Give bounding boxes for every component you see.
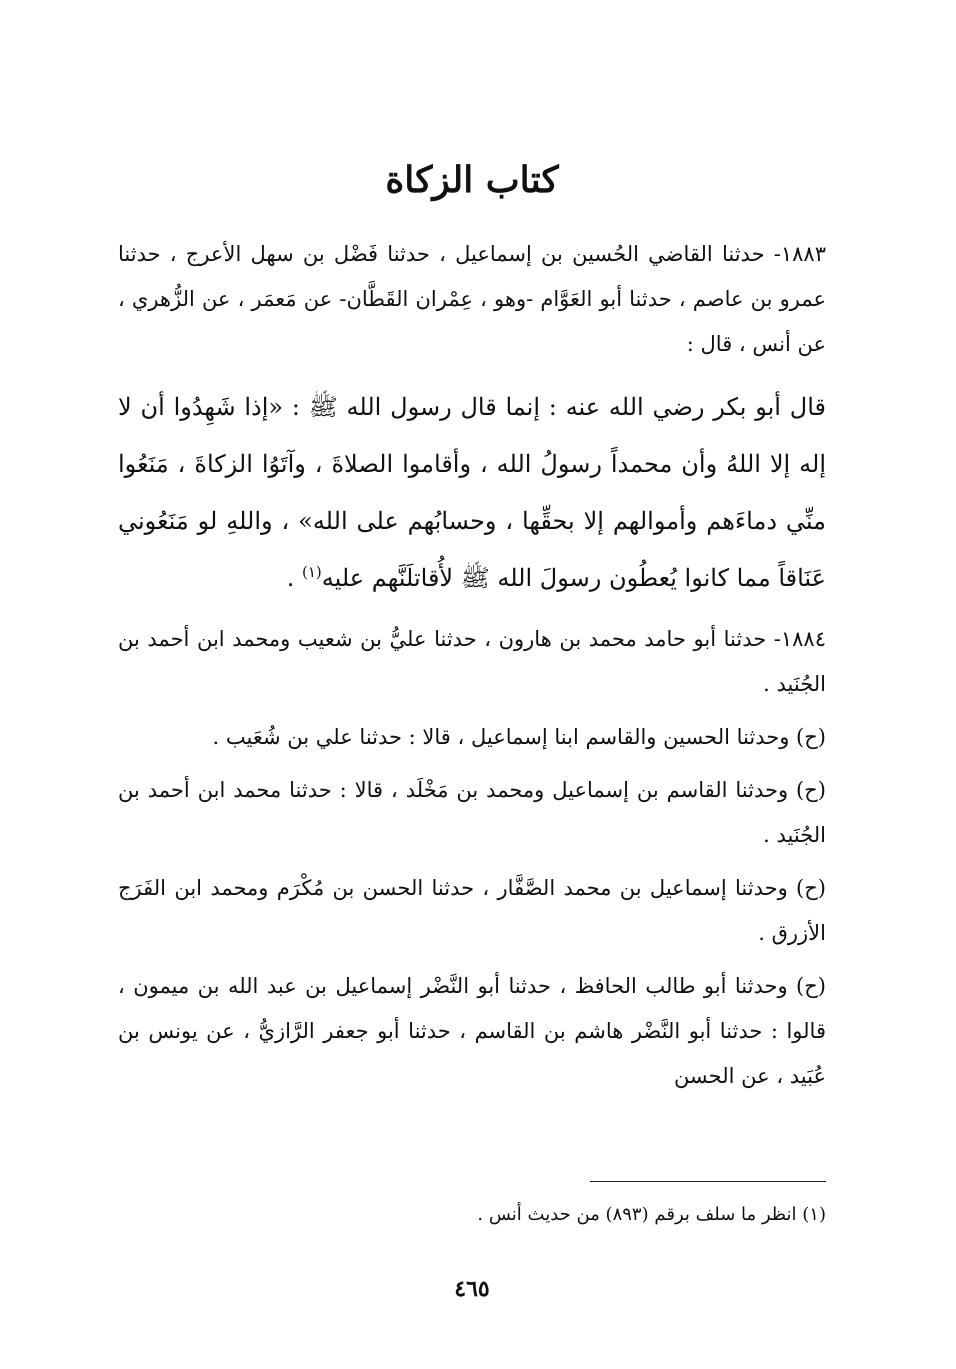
- main-text: [118, 232, 826, 1107]
- footnote-marker[interactable]: (١): [301, 563, 322, 581]
- page-number: ٤٦٥: [454, 1276, 490, 1302]
- hadith-1884-chain-2: (ح) وحدثنا الحسين والقاسم ابنا إسماعيل ، قالا : حدثنا علي بن شُعَيب .: [212, 725, 826, 749]
- hadith-1883-matn-end: .: [286, 564, 302, 592]
- hadith-1884-isnad: ١٨٨٤- حدثنا أبو حامد محمد بن هارون ، حدثنا عليُّ بن شعيب ومحمد ابن أحمد بن الجُنَيد .: [118, 627, 826, 696]
- hadith-1884-chain-5: (ح) وحدثنا أبو طالب الحافظ ، حدثنا أبو النَّضْر إسماعيل بن عبد الله بن ميمون ، قالوا : حدثنا أبو النَّضْر هاشم بن القاسم ، حدثنا أبو جعفر الرَّازيُّ ، عن يونس بن عُبَيد ، عن الحسن: [118, 974, 826, 1088]
- hadith-1883-matn: [118, 379, 826, 607]
- chapter-title: كتاب الزكاة: [385, 159, 559, 201]
- hadith-1884-chain-3: (ح) وحدثنا القاسم بن إسماعيل ومحمد بن مَخْلَد ، قالا : حدثنا محمد ابن أحمد بن الجُنَيد .: [118, 778, 826, 847]
- hadith-1883-matn-text: قال أبو بكر رضي الله عنه : إنما قال رسول الله ﷺ : «إذا شَهِدُوا أن لا إله إلا اللهُ وأن محمداً رسولُ الله ، وأقاموا الصلاةَ ، وآتَوُا الزكاةَ ، مَنَعُوا منِّي دماءَهم وأموالهم إلا بحقِّها ، وحسابُهم على الله» ، واللهِ لو مَنَعُوني عَنَاقاً مما كانوا يُعطُون رسولَ الله ﷺ لأُقاتلَنَّهم عليه: [118, 393, 826, 592]
- document-page: [118, 0, 826, 1369]
- hadith-1884-chain-4: (ح) وحدثنا إسماعيل بن محمد الصَّفَّار ، حدثنا الحسن بن مُكْرَم ومحمد ابن الفَرَج الأزرق .: [118, 876, 826, 945]
- footnote: (١) انظر ما سلف برقم (٨٩٣) من حديث أنس .: [477, 1204, 826, 1225]
- hadith-1883-isnad: ١٨٨٣- حدثنا القاضي الحُسين بن إسماعيل ، حدثنا فَضْل بن سهل الأعرج ، حدثنا عمرو بن عاصم ، حدثنا أبو العَوَّام -وهو ، عِمْران القَطَّان- عن مَعمَر ، عن الزُّهري ، عن أنس ، قال :: [118, 242, 826, 356]
- footnote-divider: [590, 1181, 826, 1182]
